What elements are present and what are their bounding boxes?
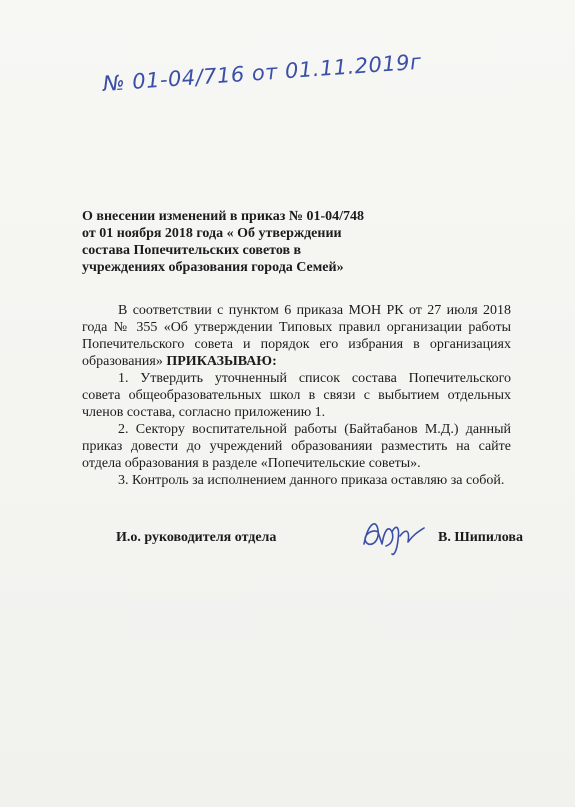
intro-text: В соответствии с пунктом 6 приказа МОН РК от 27 июля 2018 года № 355 «Об утверждении Типовых правил организации работы Попечительского совета и порядок его избрания в организациях образования»	[82, 303, 511, 369]
title-line-1: О внесении изменений в приказ № 01-04/748	[82, 209, 365, 224]
order-item-1: 1. Утвердить уточненный список состава Попечительского совета общеобразовательных школ в связи с выбытием отдельных членов состава, согласно приложению 1.	[82, 371, 511, 420]
intro-paragraph	[82, 302, 511, 370]
signature-row	[116, 530, 536, 570]
document-title	[82, 208, 382, 276]
title-line-4: учреждениях образования города Семей»	[82, 260, 344, 275]
document-body	[82, 302, 511, 489]
title-line-2: от 01 ноября 2018 года « Об утверждении	[82, 226, 342, 241]
order-item-2: 2. Сектору воспитательной работы (Байтабанов М.Д.) данный приказ довести до учреждений образованияи разместить на сайте отдела образования в разделе «Попечительские советы».	[82, 422, 511, 471]
title-line-3: состава Попечительских советов в	[82, 243, 302, 258]
signature-scribble	[358, 514, 430, 558]
signature-name: В. Шипилова	[438, 530, 523, 545]
order-item-3: 3. Контроль за исполнением данного приказа оставляю за собой.	[118, 473, 505, 488]
handwritten-registration-number: № 01-04/716 от 01.11.2019г	[102, 49, 423, 96]
order-word: ПРИКАЗЫВАЮ:	[166, 354, 277, 369]
signature-role: И.о. руководителя отдела	[116, 530, 277, 545]
